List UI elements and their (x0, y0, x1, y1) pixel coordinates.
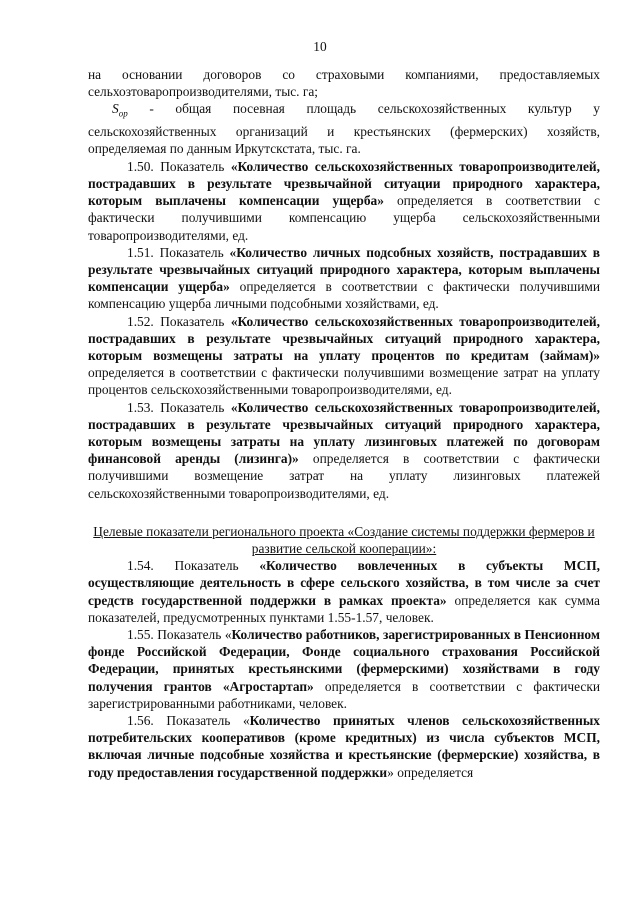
paragraph-1-51 (88, 244, 600, 313)
indicator-name: «Количество сельскохозяйственных товаропроизводителей, пострадавших в результате чрезвычайных ситуаций природного характера, которым возмещены затраты на уплату процентов по кредитам (займам)» (88, 313, 600, 363)
item-number: 1.54. Показатель (127, 558, 260, 574)
paragraph-1-52 (88, 313, 600, 399)
paragraph-continuation: на основании договоров со страховыми компаниями, предоставляемых сельхозтоваропроизводителями, тыс. га; (88, 67, 600, 100)
item-number: 1.51. Показатель (127, 244, 230, 260)
indicator-name: «Количество сельскохозяйственных товаропроизводителей, пострадавших в результате чрезвычайных ситуаций природного характера, которым возмещены затраты на уплату лизинговых платежей по договорам финансовой аренды (лизинга)» (88, 399, 600, 467)
document-body (88, 66, 600, 781)
paragraph-1-50 (88, 158, 600, 244)
indicator-name: «Количество вовлеченных в субъекты МСП, осуществляющие деятельность в сфере сельского хозяйства, в том числе за счет средств государственной поддержки в рамках проекта» (88, 558, 600, 608)
indicator-name: «Количество сельскохозяйственных товаропроизводителей, пострадавших в результате чрезвычайной ситуации природного характера, которым выплачены компенсации ущерба» (88, 158, 600, 209)
indicator-rule: определяется как сумма показателей, предусмотренных пунктами 1.55-1.57, человек. (88, 592, 600, 625)
paragraph-1-56 (88, 712, 600, 781)
item-number: 1.53. Показатель (127, 399, 231, 415)
item-number: 1.56. Показатель « (127, 712, 250, 728)
item-number: 1.52. Показатель (127, 313, 231, 329)
definition-text: - общая посевная площадь сельскохозяйственных культур у сельскохозяйственных организаций и крестьянских (фермерских) хозяйств, определяемая по данным Иркутскстата, тыс. га. (88, 101, 600, 157)
formula-symbol: $S_{op}$ (112, 101, 128, 120)
indicator-rule: определяется в соответствии с фактически получившими компенсацию ущерба личными подсобными хозяйствами, ед. (88, 279, 601, 312)
paragraph-sop-definition (88, 100, 600, 157)
indicator-name: Количество принятых членов сельскохозяйственных потребительских кооперативов (кроме кредитных) из числа субъектов МСП, включая личные подсобные хозяйства и крестьянские (фермерские) хозяйства, в году предоставления государственной поддержки (88, 712, 600, 780)
item-number: 1.55. Показатель « (127, 626, 232, 642)
indicator-rule: определяется в соответствии с фактически зарегистрированными работниками, человек. (88, 678, 600, 711)
paragraph-1-54 (88, 557, 600, 626)
indicator-rule: » определяется (387, 764, 474, 780)
indicator-rule: определяется в соответствии с фактически получившими компенсацию ущерба сельскохозяйственными товаропроизводителями, ед. (88, 193, 600, 243)
paragraph-1-53 (88, 399, 600, 502)
page-number: 10 (313, 39, 327, 54)
indicator-name: «Количество личных подсобных хозяйств, пострадавших в результате чрезвычайных ситуаций природного характера, которым выплачены компенсации ущерба» (88, 244, 600, 295)
item-number: 1.50. Показатель (127, 158, 231, 174)
section-heading: Целевые показатели регионального проекта «Создание системы поддержки фермеров и развитие сельской кооперации»: (93, 523, 595, 556)
paragraph-1-55 (88, 626, 600, 712)
indicator-rule: определяется в соответствии с фактически получившими возмещение затрат на уплату процентов сельскохозяйственными товаропроизводителями, ед. (88, 365, 600, 398)
indicator-rule: определяется в соответствии с фактически получившими возмещение затрат на уплату лизинговых платежей сельскохозяйственными товаропроизводителями, ед. (88, 451, 600, 501)
indicator-name: Количество работников, зарегистрированных в Пенсионном фонде Российской Федерации, Фонде социального страхования Российской Федерации, принятых крестьянскими (фермерскими) хозяйствами в году получения грантов «Агростартап» (88, 626, 600, 694)
